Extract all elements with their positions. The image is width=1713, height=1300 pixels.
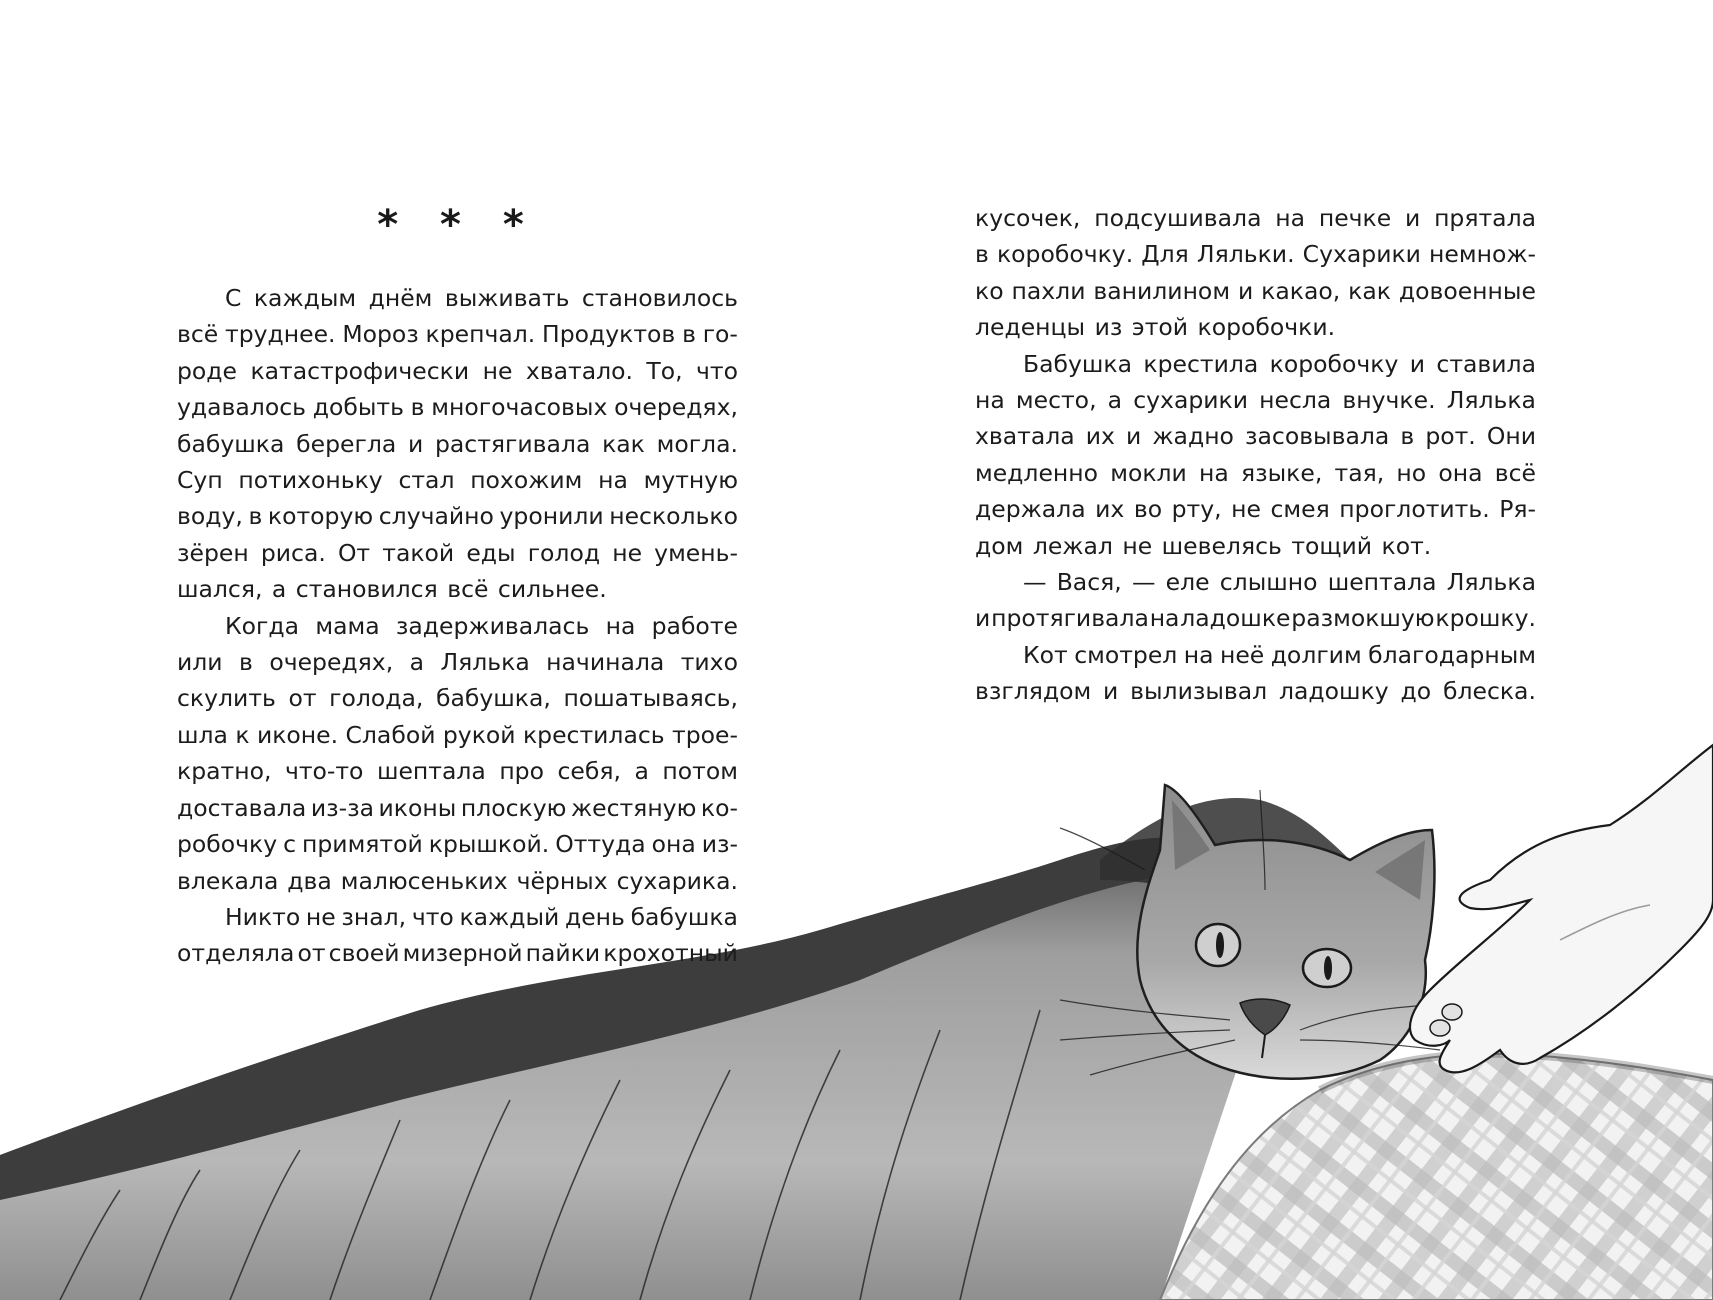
- word: во: [1133, 495, 1163, 524]
- word: на: [1275, 204, 1306, 232]
- word: Мороз: [342, 320, 419, 349]
- plaid-cloth: [1160, 1054, 1713, 1300]
- word: знал,: [341, 902, 407, 931]
- word: воду,: [177, 502, 243, 531]
- word: каждый: [459, 902, 560, 931]
- word: а: [409, 648, 425, 677]
- word: день: [564, 902, 625, 931]
- word: потихоньку: [238, 466, 383, 495]
- word: как: [1348, 276, 1391, 305]
- word: примятой: [302, 830, 423, 859]
- word: крышкой.: [428, 830, 550, 859]
- word: похожим: [470, 466, 583, 495]
- word: Суп: [177, 466, 223, 495]
- word: и: [1103, 677, 1119, 706]
- word: риса.: [260, 538, 326, 567]
- left-column: [177, 202, 738, 972]
- word: от: [288, 684, 317, 713]
- word: что: [696, 356, 738, 385]
- text-line: [177, 608, 738, 644]
- word: жестяную: [570, 793, 697, 822]
- word: случайно: [378, 502, 494, 531]
- word: что: [411, 902, 454, 931]
- word: не: [482, 356, 513, 385]
- word: слышно: [1219, 568, 1318, 597]
- word: добыть: [312, 393, 404, 422]
- word: жадно: [1152, 422, 1234, 451]
- word: трое-: [672, 720, 738, 749]
- word: бабушка: [177, 429, 285, 458]
- word: доставала: [177, 793, 307, 822]
- word: рту,: [1171, 495, 1222, 524]
- word: немнож-: [1429, 240, 1536, 269]
- text-line: [975, 418, 1536, 454]
- word: крестила: [1143, 349, 1259, 378]
- paragraph-1: [177, 280, 738, 608]
- word: шептала: [1327, 568, 1437, 597]
- word: То,: [646, 356, 683, 385]
- paragraph-3: [177, 899, 738, 972]
- word: крохотный: [603, 939, 738, 968]
- word: чёрных: [516, 866, 608, 895]
- word: го-: [702, 320, 738, 349]
- word: крепчал.: [425, 320, 536, 349]
- word: их: [1095, 495, 1125, 524]
- word: мама: [315, 611, 380, 640]
- word: уронили: [499, 502, 604, 531]
- word: медленно: [975, 458, 1099, 487]
- text-line: [177, 498, 738, 534]
- word: а: [1107, 386, 1123, 415]
- word: Когда: [225, 611, 300, 640]
- word: но: [1396, 458, 1427, 487]
- paragraph-2: [177, 608, 738, 899]
- paragraph-6: [975, 564, 1536, 637]
- word: на: [1149, 604, 1180, 633]
- word: Бабушка: [1023, 349, 1133, 378]
- right-column: [975, 200, 1536, 710]
- word: роде: [177, 356, 238, 385]
- text-line: [177, 863, 738, 899]
- word: всё: [177, 320, 219, 349]
- word: умень-: [654, 538, 738, 567]
- word: Ря-: [1499, 495, 1536, 524]
- word: выживать: [444, 284, 570, 312]
- word: еды: [466, 538, 516, 567]
- word: мизерной: [402, 939, 523, 968]
- word: рот.: [1425, 422, 1476, 451]
- word: печке: [1318, 204, 1392, 232]
- word: смотрел: [1074, 640, 1178, 669]
- word: катастрофически: [250, 356, 470, 385]
- word: протягивала: [991, 604, 1149, 633]
- text-line: [177, 280, 738, 316]
- word: вылизывал: [1130, 677, 1268, 706]
- text-line: [975, 346, 1536, 382]
- word: какао,: [1261, 276, 1341, 305]
- word: С: [225, 284, 242, 312]
- text-line: [177, 389, 738, 425]
- word: зёрен: [177, 538, 249, 567]
- word: и: [1237, 276, 1254, 305]
- word: Лялька: [1446, 386, 1536, 415]
- word: она: [1438, 458, 1483, 487]
- word: в: [975, 240, 989, 269]
- word: стал: [398, 466, 455, 495]
- word: про: [499, 757, 544, 786]
- word: Слабой: [345, 720, 436, 749]
- word: задерживалась: [395, 611, 590, 640]
- word: ко-: [700, 793, 738, 822]
- word: с: [283, 830, 297, 859]
- text-line: [975, 200, 1536, 236]
- word: мутную: [643, 466, 738, 495]
- text-line: [975, 673, 1536, 709]
- word: удавалось: [177, 393, 306, 422]
- word: мокли: [1110, 458, 1187, 487]
- word: из-: [701, 830, 738, 859]
- text-line: [177, 753, 738, 789]
- word: не: [305, 902, 336, 931]
- word: такой: [382, 538, 455, 567]
- word: ладошке: [1180, 604, 1291, 633]
- word: два: [287, 866, 332, 895]
- word: ванилином: [1093, 276, 1231, 305]
- word: себя,: [557, 757, 621, 786]
- word: Сухарики: [1302, 240, 1421, 269]
- word: или: [177, 648, 223, 677]
- word: на: [975, 386, 1005, 415]
- word: неё: [1219, 640, 1265, 669]
- word: от: [297, 939, 326, 968]
- word: ставила: [1436, 349, 1536, 378]
- word: в: [248, 502, 263, 531]
- word: и: [975, 604, 991, 633]
- word: Они: [1486, 422, 1536, 451]
- word: ко: [975, 276, 1004, 305]
- word: их: [1085, 422, 1115, 451]
- word: на: [1199, 458, 1229, 487]
- word: От: [337, 538, 371, 567]
- word: шла: [177, 720, 228, 749]
- word: берегла: [296, 429, 397, 458]
- word: Оттуда: [555, 830, 646, 859]
- text-line: [177, 680, 738, 716]
- word: сухарики: [1133, 386, 1248, 415]
- text-line: [177, 316, 738, 352]
- word: Лялька: [1446, 568, 1536, 597]
- text-line: [177, 426, 738, 462]
- word: засовывала: [1245, 422, 1390, 451]
- word: Вася,: [1056, 568, 1122, 597]
- paragraph-5: [975, 346, 1536, 564]
- text-line: шался, а становился всё сильнее.: [177, 575, 607, 604]
- word: в: [239, 648, 253, 677]
- word: очередях,: [269, 648, 394, 677]
- word: каждым: [253, 284, 357, 312]
- word: и: [1409, 349, 1426, 378]
- word: как: [602, 429, 645, 458]
- word: хватало.: [525, 356, 633, 385]
- word: шептала: [376, 757, 486, 786]
- word: сухарика.: [616, 866, 738, 895]
- word: прятала: [1434, 204, 1536, 232]
- word: робочку: [177, 830, 278, 859]
- word: в: [1400, 422, 1415, 451]
- text-line: [177, 899, 738, 935]
- word: и: [1126, 422, 1142, 451]
- word: взглядом: [975, 677, 1092, 706]
- word: смея: [1270, 495, 1330, 524]
- word: хватала: [975, 422, 1075, 451]
- word: голода,: [329, 684, 424, 713]
- text-line: леденцы из этой коробочки.: [975, 313, 1336, 342]
- word: блеска.: [1442, 677, 1536, 706]
- word: плоскую: [460, 793, 567, 822]
- text-line: [177, 826, 738, 862]
- word: проглотить.: [1339, 495, 1490, 524]
- word: крестилась: [522, 720, 665, 749]
- word: несла: [1259, 386, 1332, 415]
- word: влекала: [177, 866, 279, 895]
- word: что-то: [284, 757, 364, 786]
- word: и: [407, 429, 424, 458]
- word: коробочку.: [996, 240, 1134, 269]
- word: труднее.: [225, 320, 336, 349]
- text-line: [975, 455, 1536, 491]
- word: растягивала: [434, 429, 591, 458]
- text-line: [177, 644, 738, 680]
- word: и: [1404, 204, 1421, 232]
- word: Кот: [1023, 640, 1068, 669]
- word: до: [1400, 677, 1432, 706]
- word: крошку.: [1435, 604, 1536, 633]
- word: Лялька: [440, 648, 530, 677]
- word: тая,: [1334, 458, 1385, 487]
- word: держала: [975, 495, 1086, 524]
- word: потом: [662, 757, 738, 786]
- word: работе: [651, 611, 738, 640]
- text-line: [975, 564, 1536, 600]
- text-line: дом лежал не шевелясь тощий кот.: [975, 531, 1432, 560]
- word: на: [605, 611, 636, 640]
- word: днём: [368, 284, 433, 312]
- word: из-за: [310, 793, 374, 822]
- word: довоенные: [1398, 276, 1536, 305]
- word: а: [634, 757, 649, 786]
- word: Ляльки.: [1196, 240, 1295, 269]
- word: скулить: [177, 684, 276, 713]
- word: пайки: [525, 939, 601, 968]
- word: Никто: [225, 902, 301, 931]
- word: рукой: [442, 720, 516, 749]
- word: ладошку: [1279, 677, 1389, 706]
- word: пахли: [1011, 276, 1086, 305]
- word: тихо: [680, 648, 738, 677]
- word: внучке.: [1342, 386, 1436, 415]
- paragraph-4: [975, 200, 1536, 346]
- text-line: [177, 535, 738, 571]
- word: языке,: [1241, 458, 1323, 487]
- text-line: [975, 637, 1536, 673]
- word: размокшую: [1291, 604, 1435, 633]
- word: становилось: [581, 284, 738, 312]
- word: кусочек,: [975, 204, 1081, 232]
- text-line: [975, 382, 1536, 418]
- word: отделяла: [177, 939, 295, 968]
- text-line: [177, 717, 738, 753]
- text-line: [177, 462, 738, 498]
- text-line: [975, 491, 1536, 527]
- word: еле: [1165, 568, 1210, 597]
- word: которую: [267, 502, 374, 531]
- paragraph-7: [975, 637, 1536, 710]
- word: иконы: [378, 793, 457, 822]
- word: бабушка,: [435, 684, 551, 713]
- word: —: [1023, 568, 1047, 597]
- word: она: [651, 830, 696, 859]
- word: Для: [1141, 240, 1189, 269]
- text-line: [975, 273, 1536, 309]
- word: могла.: [656, 429, 738, 458]
- word: в: [410, 393, 425, 422]
- word: бабушка: [630, 902, 738, 931]
- word: коробочку: [1269, 349, 1399, 378]
- word: место,: [1015, 386, 1097, 415]
- text-line: [975, 236, 1536, 272]
- text-line: [177, 935, 738, 971]
- word: голод: [527, 538, 601, 567]
- word: своей: [328, 939, 400, 968]
- text-line: [177, 790, 738, 826]
- word: несколько: [609, 502, 738, 531]
- word: на: [1183, 640, 1214, 669]
- word: подсушивала: [1094, 204, 1262, 232]
- word: всё: [1494, 458, 1536, 487]
- word: на: [598, 466, 628, 495]
- word: начинала: [546, 648, 665, 677]
- word: долгим: [1270, 640, 1362, 669]
- word: благодарным: [1368, 640, 1536, 669]
- word: малюсеньких: [340, 866, 508, 895]
- word: кратно,: [177, 757, 272, 786]
- word: —: [1131, 568, 1156, 597]
- word: не: [1231, 495, 1261, 524]
- word: в: [682, 320, 696, 349]
- text-line: [177, 353, 738, 389]
- word: многочасовых: [431, 393, 608, 422]
- word: Продуктов: [542, 320, 676, 349]
- word: очередях,: [614, 393, 738, 422]
- word: не: [612, 538, 643, 567]
- word: иконе.: [256, 720, 339, 749]
- child-hand: [1410, 745, 1713, 1072]
- section-separator: * * *: [377, 202, 538, 248]
- text-line: [975, 600, 1536, 636]
- word: к: [235, 720, 250, 749]
- word: пошатываясь,: [563, 684, 738, 713]
